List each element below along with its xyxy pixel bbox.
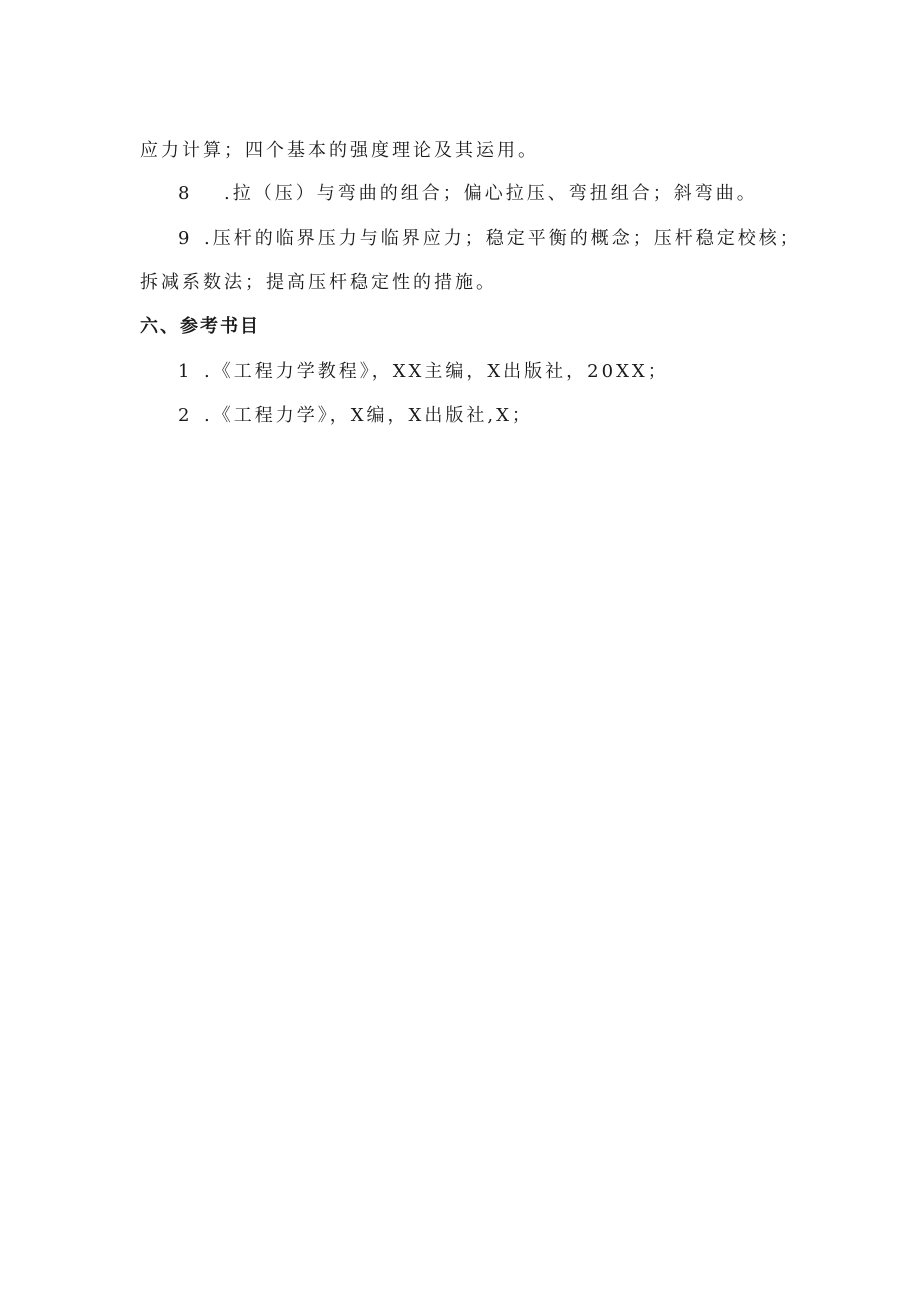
reference-item-2 (178, 404, 533, 428)
reference-text: .《工程力学》，X编，X出版社,X； (204, 405, 533, 426)
list-item-text: .拉（压）与弯曲的组合；偏心拉压、弯扭组合；斜弯曲。 (224, 183, 758, 204)
list-item-text: .压杆的临界压力与临界应力；稳定平衡的概念；压杆稳定校核； (204, 228, 801, 249)
list-item-number: 8 (178, 183, 193, 204)
reference-number: 2 (178, 405, 193, 426)
reference-item-1 (178, 360, 669, 384)
list-item-text-continued: 拆减系数法；提高压杆稳定性的措施。 (140, 272, 497, 293)
list-item-9 (178, 227, 801, 251)
reference-text: .《工程力学教程》，XX主编，X出版社，20XX； (204, 361, 669, 382)
paragraph-continued (140, 139, 539, 163)
paragraph-text: 应力计算；四个基本的强度理论及其运用。 (140, 140, 539, 161)
list-item-8 (178, 182, 758, 206)
list-item-9-continued (140, 271, 497, 295)
section-heading-text: 六、参考书目 (140, 316, 260, 337)
reference-number: 1 (178, 361, 193, 382)
list-item-number: 9 (178, 228, 193, 249)
section-heading (140, 315, 260, 339)
